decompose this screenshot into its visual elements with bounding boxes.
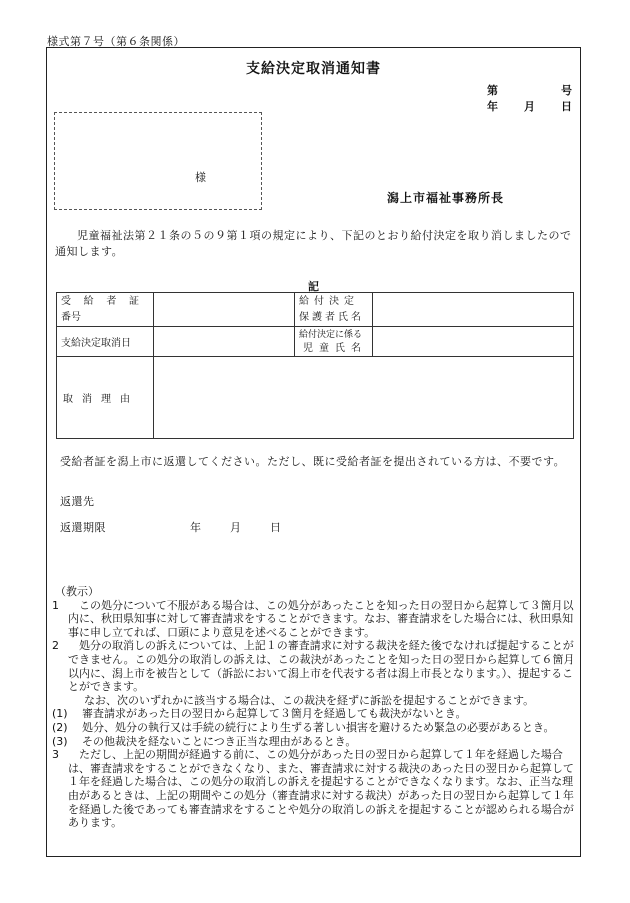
return-deadline-month: 月 <box>230 521 242 534</box>
kyoji-sub-2-number: (2) <box>52 720 68 734</box>
child-name-field[interactable] <box>373 327 574 357</box>
date-month: 月 <box>524 100 535 113</box>
kyoji-item-2-text: 処分の取消しの訴えについては、上記１の審査請求に対する裁決を経た後でなければ提起することができません。この処分の取消しの訴えは、この裁決があったことを知った日の翌日から起算して６箇月以内に、潟上市を被告として（訴訟において潟上市を代表する者は潟上市長となります。）、提起することができます。 <box>68 639 575 694</box>
cancel-date-label: 支給決定取消日 <box>57 327 154 357</box>
intro-paragraph: 児童福祉法第２１条の５の９第１項の規定により、下記のとおり給付決定を取り消しましたので通知します。 <box>55 229 572 258</box>
cancel-reason-label: 取消理由 <box>57 357 154 439</box>
number-prefix: 第 <box>487 84 498 97</box>
kyoji-item-1 <box>52 599 578 640</box>
issuer-name: 潟上市福祉事務所長 <box>387 191 505 205</box>
date-day: 日 <box>561 100 572 113</box>
info-table <box>56 292 574 439</box>
document-number-date <box>487 82 572 114</box>
child-name-label: 給付決定に係る 児童氏名 <box>295 327 373 357</box>
addressee-suffix: 様 <box>195 171 206 184</box>
kyoji-item-3 <box>52 748 578 830</box>
kyoji-item-1-number: 1 <box>52 598 59 612</box>
guardian-name-label: 給付決定 保護者氏名 <box>295 293 373 327</box>
kyoji-sub-1 <box>52 707 578 721</box>
return-deadline-day: 日 <box>270 521 282 534</box>
kyoji-heading: （教示） <box>55 585 99 598</box>
kyoji-sub-1-number: (1) <box>52 707 68 721</box>
kyoji-sub-3-number: (3) <box>52 734 68 748</box>
date-year: 年 <box>487 100 498 113</box>
addressee-box <box>54 112 262 210</box>
kyoji-section <box>52 585 578 830</box>
kyoji-sub-3-text: その他裁決を経ないことにつき正当な理由があるとき。 <box>82 734 357 748</box>
return-deadline-row <box>60 520 575 536</box>
kyoji-sub-2 <box>52 721 578 735</box>
cancel-reason-field[interactable] <box>154 357 574 439</box>
kyoji-sub-1-text: 審査請求があった日の翌日から起算して３箇月を経過しても裁決がないとき。 <box>82 707 467 721</box>
kyoji-item-2-note: なお、次のいずれかに該当する場合は、この裁決を経ずに訴訟を提起することができます。 <box>84 693 535 707</box>
return-destination-label: 返還先 <box>60 495 95 508</box>
kyoji-item-1-text: この処分について不服がある場合は、この処分があったことを知った日の翌日から起算して３箇月以内に、秋田県知事に対して審査請求をすることができます。なお、審査請求をした場合には、秋田県知事に申し立てれば、口頭により意見を述べることができます。 <box>68 598 574 639</box>
cancel-date-field[interactable] <box>154 327 295 357</box>
number-suffix: 号 <box>561 84 572 97</box>
kyoji-sub-3 <box>52 735 578 749</box>
form-number-label: 様式第７号（第６条関係） <box>47 35 185 48</box>
kyoji-item-2-number: 2 <box>52 639 59 653</box>
guardian-name-field[interactable] <box>373 293 574 327</box>
return-deadline-label: 返還期限 <box>60 521 106 534</box>
document-frame <box>46 47 581 857</box>
kyoji-sub-2-text: 処分、処分の執行又は手続の続行により生ずる著しい損害を避けるため緊急の必要があるとき。 <box>82 720 555 734</box>
cert-number-field[interactable] <box>154 293 295 327</box>
cert-number-label: 受給者証 番号 <box>57 293 154 327</box>
kyoji-item-2 <box>52 639 578 693</box>
ki-heading: 記 <box>308 280 319 293</box>
return-notice: 受給者証を潟上市に返還してください。ただし、既に受給者証を提出されている方は、不要です。 <box>60 455 566 468</box>
document-title: 支給決定取消通知書 <box>246 61 381 77</box>
kyoji-item-3-number: 3 <box>52 748 59 762</box>
return-deadline-year: 年 <box>190 521 202 534</box>
kyoji-item-3-text: ただし、上記の期間が経過する前に、この処分があった日の翌日から起算して１年を経過した場合は、審査請求をすることができなくなり、また、審査請求に対する裁決のあった日の翌日から起算して１年を経過した場合は、この処分の取消しの訴えを提起することができなくなります。なお、正当な理由があるときは、上記の期間やこの処分（審査請求に対する裁決）があった日の翌日から起算して１年を経過した後であっても審査請求をすることや処分の取消しの訴えを提起することが認められる場合があります。 <box>68 748 574 830</box>
